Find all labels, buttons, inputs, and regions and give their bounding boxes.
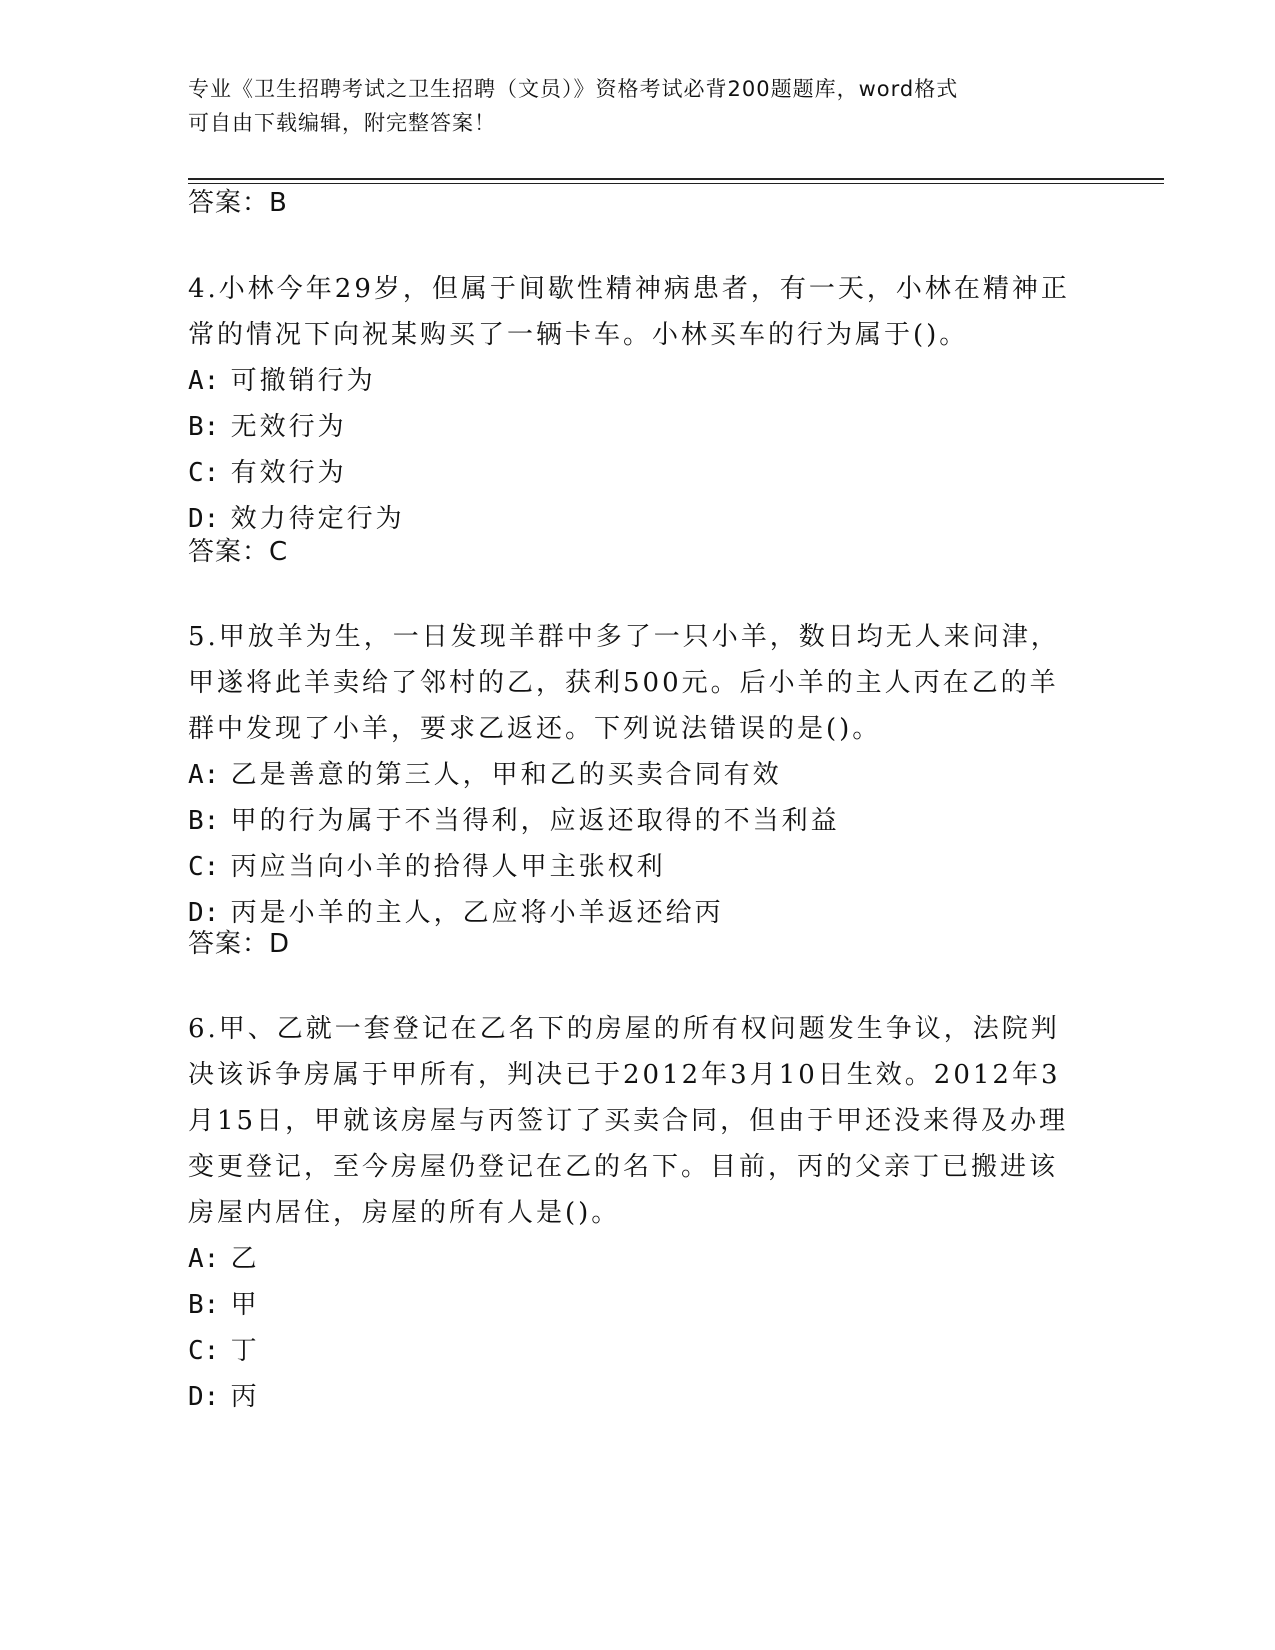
question-text-line: 6.甲、乙就一套登记在乙名下的房屋的所有权问题发生争议，法院判 [188, 1014, 1060, 1044]
question-4 [188, 266, 1088, 542]
answer-5: 答案：D [188, 929, 291, 959]
option-d: D: 丙 [188, 1382, 260, 1412]
question-text-line: 常的情况下向祝某购买了一辆卡车。小林买车的行为属于()。 [188, 320, 969, 350]
question-text-line: 月15日，甲就该房屋与丙签订了买卖合同，但由于甲还没来得及办理 [188, 1106, 1069, 1136]
question-text-line: 房屋内居住，房屋的所有人是()。 [188, 1198, 621, 1228]
option-d: D: 丙是小羊的主人，乙应将小羊返还给丙 [188, 898, 724, 928]
question-text-line: 决该诉争房属于甲所有，判决已于2012年3月10日生效。2012年3 [188, 1060, 1061, 1090]
option-b: B: 无效行为 [188, 412, 347, 442]
option-c: C: 有效行为 [188, 458, 347, 488]
document-header [188, 72, 1088, 140]
header-divider-thin [188, 183, 1164, 184]
option-a: A: 乙是善意的第三人，甲和乙的买卖合同有效 [188, 760, 782, 790]
option-c: C: 丁 [188, 1336, 260, 1366]
question-text-line: 4.小林今年29岁，但属于间歇性精神病患者，有一天，小林在精神正 [188, 274, 1070, 304]
question-text-line: 变更登记，至今房屋仍登记在乙的名下。目前，丙的父亲丁已搬进该 [188, 1152, 1059, 1182]
option-b: B: 甲 [188, 1290, 260, 1320]
question-text-line: 5.甲放羊为生，一日发现羊群中多了一只小羊，数日均无人来问津， [188, 622, 1060, 652]
option-a: A: 乙 [188, 1244, 260, 1274]
answer-4: 答案：C [188, 537, 289, 567]
header-line-2: 可自由下载编辑，附完整答案！ [188, 111, 496, 135]
option-a: A: 可撤销行为 [188, 366, 376, 396]
option-b: B: 甲的行为属于不当得利，应返还取得的不当利益 [188, 806, 840, 836]
question-5 [188, 614, 1088, 936]
question-text-line: 群中发现了小羊，要求乙返还。下列说法错误的是()。 [188, 714, 882, 744]
question-text-line: 甲遂将此羊卖给了邻村的乙，获利500元。后小羊的主人丙在乙的羊 [188, 668, 1059, 698]
question-6 [188, 1006, 1088, 1420]
option-d: D: 效力待定行为 [188, 504, 405, 534]
header-line-1: 专业《卫生招聘考试之卫生招聘（文员）》资格考试必背200题题库，word格式 [188, 77, 959, 101]
option-c: C: 丙应当向小羊的拾得人甲主张权利 [188, 852, 666, 882]
answer-prev: 答案：B [188, 188, 288, 218]
header-divider-thick [188, 178, 1164, 180]
